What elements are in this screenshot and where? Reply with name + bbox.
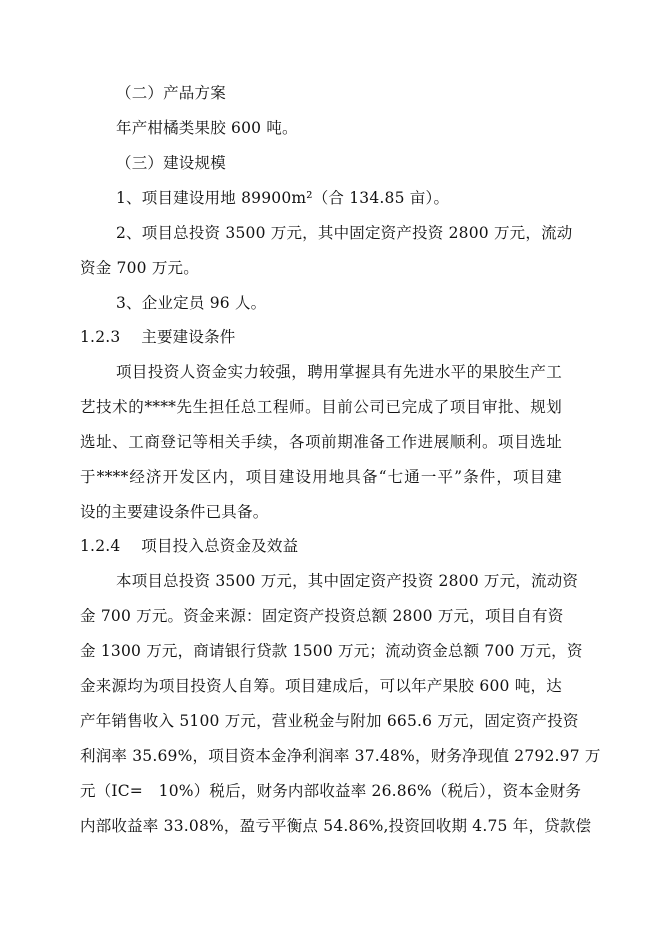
investment-paragraph-line-7 xyxy=(80,781,582,801)
scale-item-2-line-1-text: 2、项目总投资 3500 万元，其中固定资产投资 2800 万元，流动 xyxy=(116,224,573,242)
construction-conditions-line-5: 设的主要建设条件已具备。 xyxy=(80,503,269,521)
investment-paragraph-line-8 xyxy=(80,816,592,836)
construction-conditions-line-2 xyxy=(80,397,562,417)
investment-paragraph-line-3-text: 金 1300 万元，商请银行贷款 1500 万元；流动资金总额 700 万元，资 xyxy=(80,642,583,660)
investment-paragraph-line-2-text: 金 700 万元。资金来源：固定资产投资总额 2800 万元，项目自有资 xyxy=(80,607,564,625)
construction-conditions-line-4-text: 于****经济开发区内，项目建设用地具备“七通一平”条件，项目建 xyxy=(80,468,562,486)
investment-paragraph-line-8-text: 内部收益率 33.08%，盈亏平衡点 54.86%,投资回收期 4.75 年，贷款偿 xyxy=(80,817,592,835)
construction-conditions-line-1 xyxy=(116,362,562,382)
investment-paragraph-line-5 xyxy=(80,711,579,731)
investment-paragraph-line-5-text: 产年销售收入 5100 万元，营业税金与附加 665.6 万元，固定资产投资 xyxy=(80,712,579,730)
section-heading-1-2-3: 1.2.3 主要建设条件 xyxy=(80,328,236,346)
investment-paragraph-line-4-text: 金来源均为项目投资人自筹。项目建成后，可以年产果胶 600 吨，达 xyxy=(80,677,562,695)
investment-paragraph-line-4 xyxy=(80,676,562,696)
subsection-heading-product-plan: （二）产品方案 xyxy=(116,84,226,102)
construction-conditions-line-2-text: 艺技术的****先生担任总工程师。目前公司已完成了项目审批、规划 xyxy=(80,398,562,416)
scale-item-2-line-2: 资金 700 万元。 xyxy=(80,259,199,277)
product-plan-text: 年产柑橘类果胶 600 吨。 xyxy=(116,119,298,137)
scale-item-1: 1、项目建设用地 89900m²（合 134.85 亩）。 xyxy=(116,189,450,207)
investment-paragraph-line-7-text: 元（IC= 10%）税后，财务内部收益率 26.86%（税后），资本金财务 xyxy=(80,782,582,800)
construction-conditions-line-3 xyxy=(80,432,562,452)
subsection-heading-construction-scale: （三）建设规模 xyxy=(116,154,226,172)
investment-paragraph-line-1-text: 本项目总投资 3500 万元，其中固定资产投资 2800 万元，流动资 xyxy=(116,572,579,590)
investment-paragraph-line-1 xyxy=(116,571,579,591)
scale-item-3: 3、企业定员 96 人。 xyxy=(116,294,267,312)
section-heading-1-2-4: 1.2.4 项目投入总资金及效益 xyxy=(80,537,299,555)
investment-paragraph-line-6 xyxy=(80,746,601,766)
investment-paragraph-line-2 xyxy=(80,606,562,626)
investment-paragraph-line-6-text: 利润率 35.69%，项目资本金净利润率 37.48%，财务净现值 2792.97 万 xyxy=(80,747,601,765)
construction-conditions-line-4 xyxy=(80,467,562,487)
scale-item-2-line-1 xyxy=(116,223,573,243)
construction-conditions-line-1-text: 项目投资人资金实力较强，聘用掌握具有先进水平的果胶生产工 xyxy=(116,363,562,381)
investment-paragraph-line-3 xyxy=(80,641,583,661)
construction-conditions-line-3-text: 选址、工商登记等相关手续，各项前期准备工作进展顺利。项目选址 xyxy=(80,433,562,451)
